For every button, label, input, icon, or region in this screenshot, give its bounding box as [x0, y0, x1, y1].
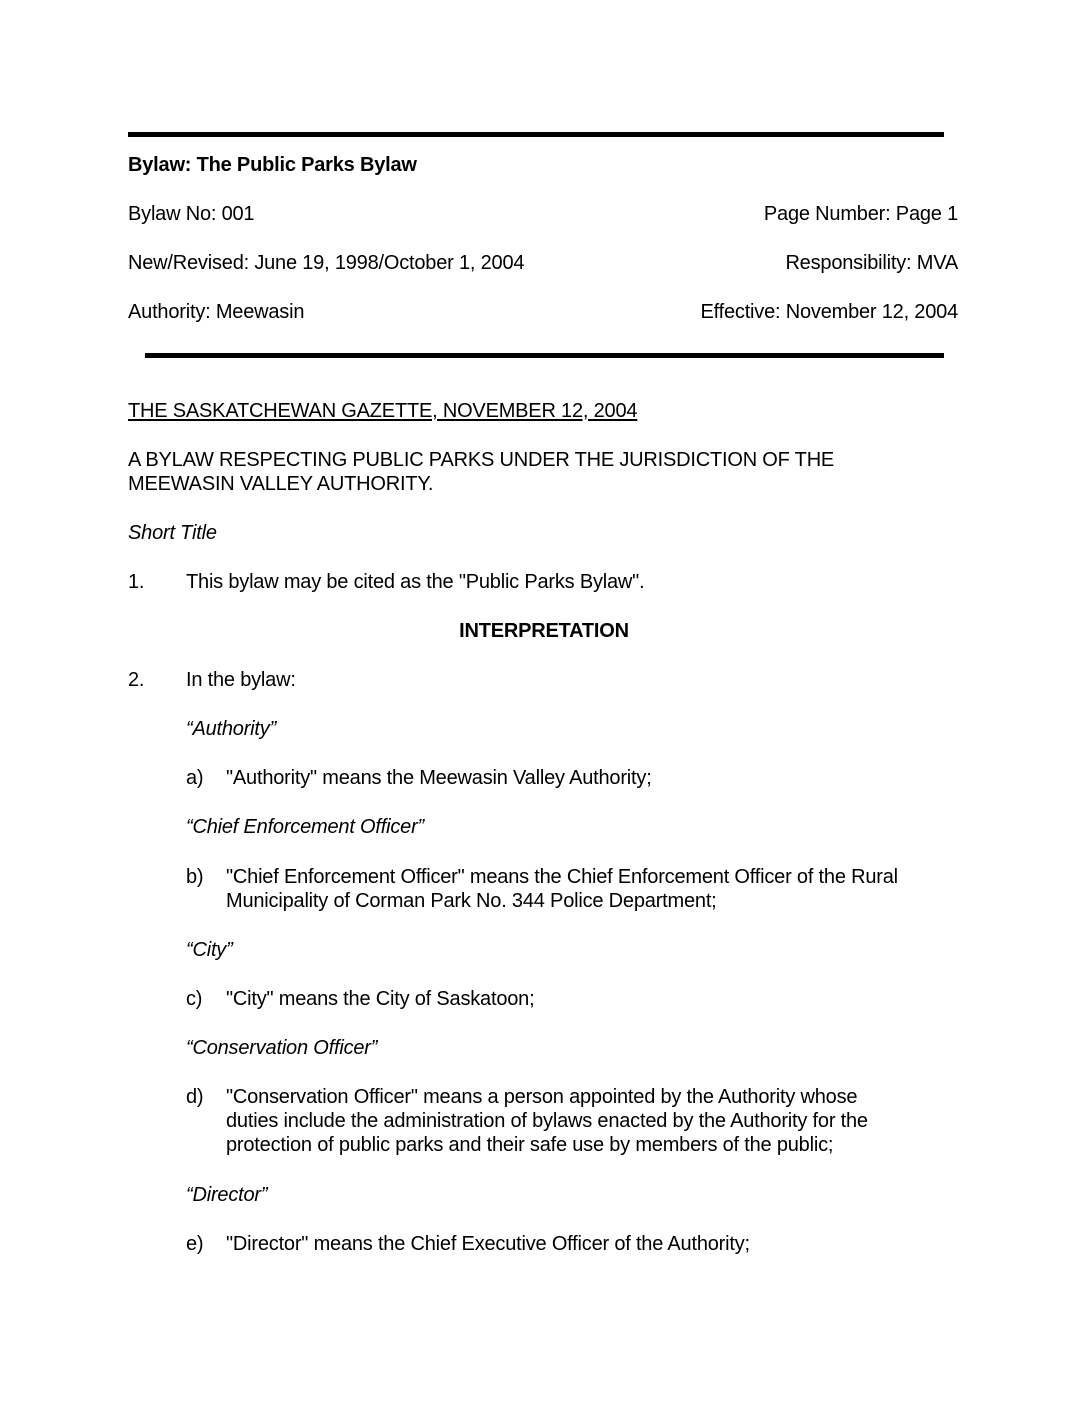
section-2-text: In the bylaw: — [186, 669, 296, 691]
effective-date: Effective: November 12, 2004 — [700, 301, 958, 323]
definition-letter-a: a) — [186, 767, 204, 789]
new-revised-dates: New/Revised: June 19, 1998/October 1, 2004 — [128, 252, 525, 274]
page-number: Page Number: Page 1 — [763, 203, 958, 225]
bylaw-number: Bylaw No: 001 — [128, 203, 255, 225]
definition-text-c-line-1: "City" means the City of Saskatoon; — [226, 988, 535, 1010]
header-top-rule — [128, 132, 944, 137]
definition-term-city: “City” — [186, 939, 233, 961]
definition-text-b-line-1: "Chief Enforcement Officer" means the Chief Enforcement Officer of the Rural — [226, 866, 898, 888]
bylaw-title: Bylaw: The Public Parks Bylaw — [128, 154, 417, 176]
responsibility: Responsibility: MVA — [785, 252, 958, 274]
gazette-heading: THE SASKATCHEWAN GAZETTE, NOVEMBER 12, 2004 — [128, 400, 638, 422]
header-bottom-rule — [145, 353, 944, 358]
definition-text-a-line-1: "Authority" means the Meewasin Valley Authority; — [226, 767, 652, 789]
authority: Authority: Meewasin — [128, 301, 305, 323]
section-2-number: 2. — [128, 669, 145, 691]
definition-text-d-line-2: duties include the administration of bylaws enacted by the Authority for the — [226, 1110, 868, 1132]
definition-term-chief-enforcement-officer: “Chief Enforcement Officer” — [186, 816, 425, 838]
preamble-line-1: A BYLAW RESPECTING PUBLIC PARKS UNDER THE JURISDICTION OF THE — [128, 449, 835, 471]
definition-term-conservation-officer: “Conservation Officer” — [186, 1037, 378, 1059]
section-1-text: This bylaw may be cited as the "Public Parks Bylaw". — [186, 571, 645, 593]
definition-term-director: “Director” — [186, 1184, 268, 1206]
definition-text-d-line-1: "Conservation Officer" means a person appointed by the Authority whose — [226, 1086, 858, 1108]
definition-letter-d: d) — [186, 1086, 204, 1108]
definition-text-d-line-3: protection of public parks and their safe use by members of the public; — [226, 1134, 834, 1156]
short-title-heading: Short Title — [128, 522, 217, 544]
section-1-number: 1. — [128, 571, 145, 593]
definition-letter-b: b) — [186, 866, 204, 888]
definition-text-b-line-2: Municipality of Corman Park No. 344 Police Department; — [226, 890, 717, 912]
definition-letter-c: c) — [186, 988, 203, 1010]
definition-letter-e: e) — [186, 1233, 204, 1255]
preamble-line-2: MEEWASIN VALLEY AUTHORITY. — [128, 473, 434, 495]
definition-text-e-line-1: "Director" means the Chief Executive Officer of the Authority; — [226, 1233, 750, 1255]
interpretation-heading: INTERPRETATION — [459, 620, 629, 642]
definition-term-authority: “Authority” — [186, 718, 277, 740]
